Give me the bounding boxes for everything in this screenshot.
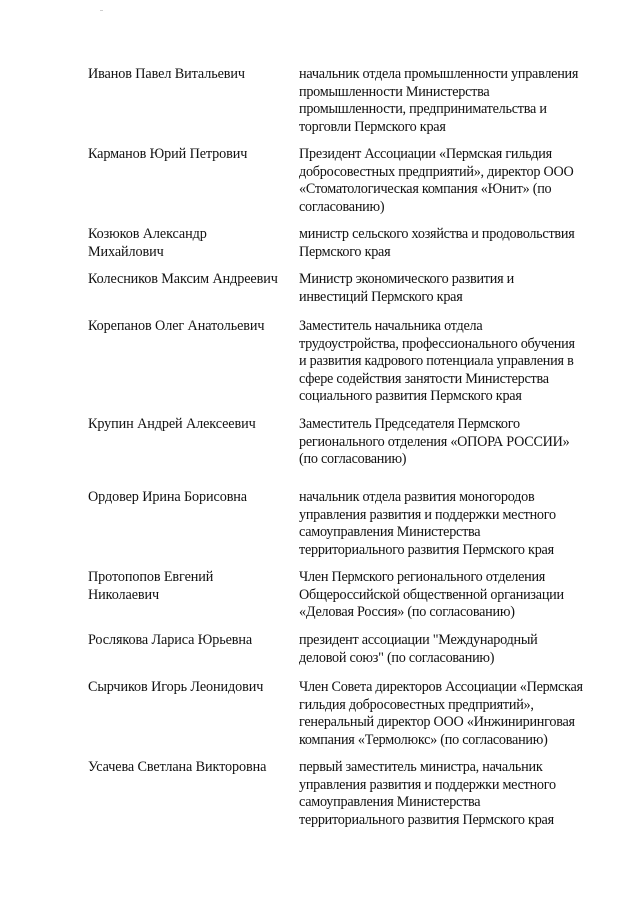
member-position: Министр экономического развития и инвестиций Пермского края [299,271,514,305]
member-name: Усачева Светлана Викторовна [88,759,267,775]
member-name: Козюков Александр Михайлович [88,226,207,260]
member-position: начальник отдела промышленности управления промышленности Министерства промышленности, предпринимательства и торговли Пермского края [299,66,579,135]
member-name: Ордовер Ирина Борисовна [88,489,247,505]
member-position: министр сельского хозяйства и продовольствия Пермского края [299,226,575,260]
member-position: первый заместитель министра, начальник управления развития и поддержки местного самоуправления Министерства территориального развития Пермского края [299,759,556,828]
member-position: Заместитель Председателя Пермского регионального отделения «ОПОРА РОССИИ» (по согласованию) [299,416,570,467]
scan-speck [100,10,103,11]
member-name: Иванов Павел Витальевич [88,66,245,82]
member-name: Колесников Максим Андреевич [88,271,278,287]
member-position: Член Совета директоров Ассоциации «Пермская гильдия добросовестных предприятий», генеральный директор ООО «Инжиниринговая компания «Термолюкс» (по согласованию) [299,679,583,748]
member-position: Президент Ассоциации «Пермская гильдия добросовестных предприятий», директор ООО «Стоматологическая компания «Юнит» (по согласованию) [299,146,574,215]
member-name: Сырчиков Игорь Леонидович [88,679,264,695]
member-position: Член Пермского регионального отделения Общероссийской общественной организации «Деловая Россия» (по согласованию) [299,569,564,620]
member-name: Карманов Юрий Петрович [88,146,248,162]
member-position: президент ассоциации "Международный деловой союз" (по согласованию) [299,632,538,666]
member-name: Корепанов Олег Анатольевич [88,318,265,334]
member-position: начальник отдела развития моногородов управления развития и поддержки местного самоуправления Министерства территориального развития Пермского края [299,489,556,558]
member-name: Рослякова Лариса Юрьевна [88,632,253,648]
member-name: Протопопов Евгений Николаевич [88,569,214,603]
member-position: Заместитель начальника отдела трудоустройства, профессионального обучения и развития кадрового потенциала управления в сфере содействия занятости Министерства социального развития Пермского края [299,318,575,404]
member-name: Крупин Андрей Алексеевич [88,416,256,432]
